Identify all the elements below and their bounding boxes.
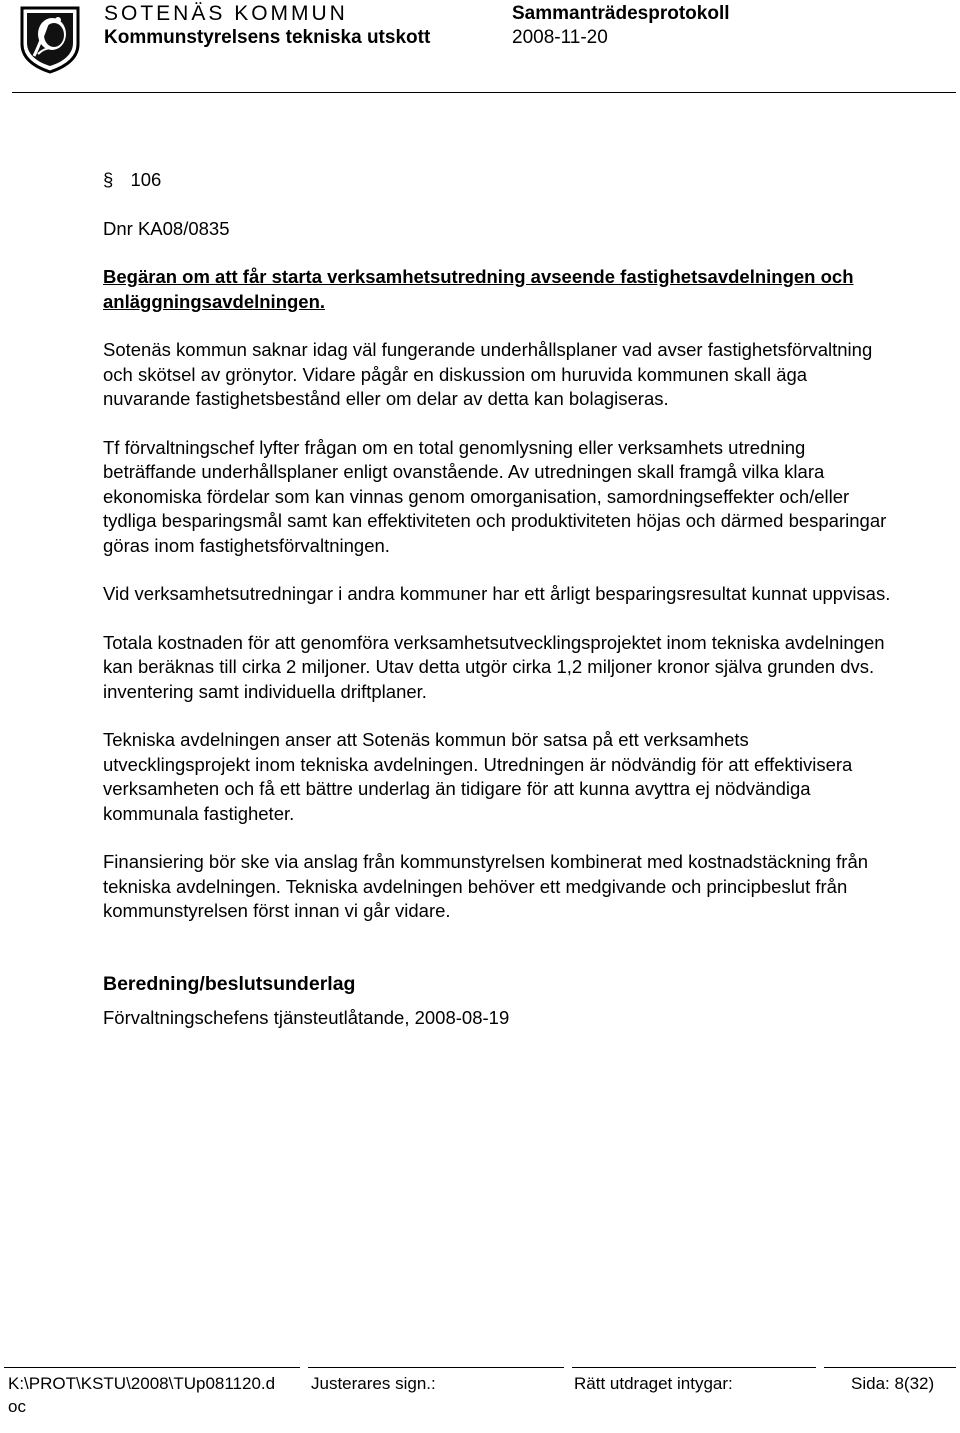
coat-of-arms-logo-icon [18,4,82,74]
footer-file-path [8,1372,300,1418]
paragraph-4: Totala kostnaden för att genomföra verksamhetsutvecklingsprojektet inom tekniska avdelningen kan beräknas till cirka 2 miljoner. Utav detta utgör cirka 1,2 miljoner kronor själva grunden dvs. inventering samt individuella driftplaner. [103,631,885,702]
paragraph-6: Finansiering bör ske via anslag från kommunstyrelsen kombinerat med kostnadstäckning från tekniska avdelningen. Tekniska avdelningen behöver ett medgivande och principbeslut från kommunstyrelsen först innan vi går vidare. [103,851,869,921]
file-path-line-1: K:\PROT\KSTU\2008\TUp081120.d [8,1374,276,1393]
footer-divider-2 [308,1367,564,1368]
file-path-line-2: oc [8,1397,26,1416]
page-number: Sida: 8(32) [851,1374,935,1393]
section-symbol: § [103,169,114,190]
meeting-date: 2008-11-20 [512,27,608,48]
adjuster-signature-label: Justerares sign.: [311,1374,436,1393]
committee-name: Kommunstyrelsens tekniska utskott [104,27,431,48]
paragraph-2: Tf förvaltningschef lyfter frågan om en total genomlysning eller verksamhets utredning beträffande underhållsplaner enligt ovanstående. Av utredningen skall framgå vilka klara ekonomiska fördelar som kan vinnas genom omorganisation, samordningseffekter och/eller tydliga besparingsmål samt kan effektiviteten och produktiviteten höjas och därmed besparingar göras inom fastighetsförvaltningen. [103,436,887,556]
paragraph-1: Sotenäs kommun saknar idag väl fungerande underhållsplaner vad avser fastighetsförvaltning och skötsel av grönytor. Vidare pågår en diskussion om huruvida kommunen skall äga nuvarande fastighetsbestånd eller om delar av detta kan bolagiseras. [103,339,873,409]
basis-heading: Beredning/beslutsunderlag [103,972,356,995]
footer-divider-4 [824,1367,956,1368]
section-number-value: 106 [130,169,162,190]
case-number: Dnr KA08/0835 [103,217,230,239]
footer-divider-3 [572,1367,816,1368]
item-title: Begäran om att får starta verksamhetsutredning avseende fastighetsavdelningen och anläggningsavdelningen. [103,266,854,312]
document-body [103,168,893,1031]
section-number [103,168,893,193]
organization-name: SOTENÄS KOMMUN [104,2,348,25]
document-type: Sammanträdesprotokoll [512,3,730,24]
paragraph-3: Vid verksamhetsutredningar i andra kommuner har ett årligt besparingsresultat kunnat uppvisas. [103,583,891,604]
footer-divider-1 [4,1367,300,1368]
paragraph-5: Tekniska avdelningen anser att Sotenäs kommun bör satsa på ett verksamhets utvecklingsprojekt inom tekniska avdelningen. Utredningen är nödvändig för att effektivisera verksamheten och få ett bättre underlag än tidigare för att kunna avyttra ej nödvändiga kommunala fastigheter. [103,729,853,824]
certified-extract-label: Rätt utdraget intygar: [574,1374,733,1393]
basis-item: Förvaltningschefens tjänsteutlåtande, 2008-08-19 [103,1007,510,1028]
header-divider [12,92,956,93]
